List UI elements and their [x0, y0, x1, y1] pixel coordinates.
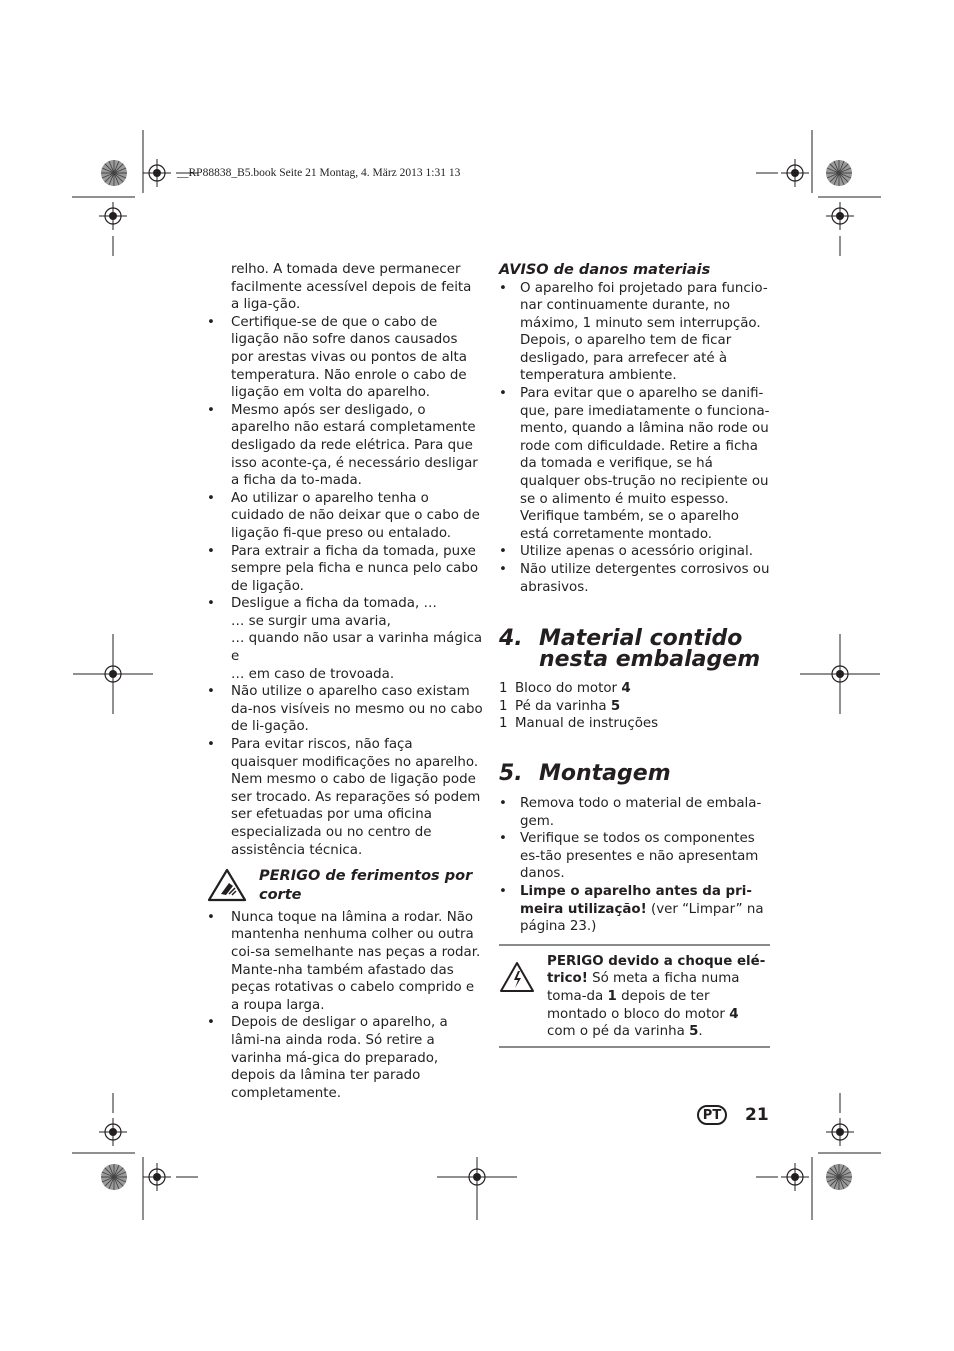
warning-ref: 4: [729, 1006, 739, 1022]
list-item: [499, 680, 771, 698]
warning-ref: 5: [689, 1024, 699, 1040]
assembly-list: [499, 795, 771, 936]
unplug-intro: • Desligue a ficha da tomada, …: [231, 596, 437, 612]
list-item: [499, 715, 771, 733]
warning-ref: 1: [607, 988, 617, 1004]
warning-text-part: com o pé da varinha: [547, 1024, 690, 1040]
section-heading: Montagem: [539, 760, 671, 786]
list-item: • Não utilize detergentes corrosivos ou abrasivos.: [499, 561, 771, 596]
language-badge: PT: [697, 1105, 727, 1125]
electric-shock-icon: [499, 953, 547, 1041]
shock-warning-bold: PERIGO devido a choque elé-trico!: [547, 953, 766, 987]
continuation-text: relho. A tomada deve permanecer facilmente acessível depois de feita a liga-ção.: [231, 262, 472, 313]
item-quantity: 1: [499, 698, 508, 714]
item-ref: 5: [610, 698, 621, 714]
shock-warning-box: [499, 944, 770, 1048]
item-name: Pé da varinha: [515, 698, 611, 714]
list-item: • Não utilize o aparelho caso existam da-nos visíveis no mesmo ou no cabo de li-gação.: [207, 683, 483, 736]
warning-text-part: Só meta a ficha numa toma-da: [547, 971, 740, 1004]
list-item: • Ao utilizar o aparelho tenha o cuidado de não deixar que o cabo de ligação fi-que preso ou entalado.: [207, 490, 483, 543]
page-footer: [697, 1105, 769, 1125]
list-item: • Utilize apenas o acessório original.: [499, 543, 771, 561]
cut-warning-heading: PERIGO de ferimentos por corte: [259, 868, 473, 903]
list-item: • Para extrair a ficha da tomada, puxe sempre pela ficha e nunca pelo cabo de ligação.: [207, 543, 483, 596]
safety-list-c: [207, 909, 483, 1103]
list-item: • Nunca toque na lâmina a rodar. Não mantenha nenhuma colher ou outra coi-sa semelhante nas peças a rodar. Mante-nha também afastado das peças rotativas o cabelo comprido e a roupa larga.: [207, 909, 483, 1015]
clean-first-ref: (ver “Limpar” na página 23.): [520, 901, 764, 935]
left-column: [207, 261, 483, 1102]
section-heading: Material contido nesta embalagem: [539, 626, 761, 673]
list-item: • Para evitar que o aparelho se danifi-que, pare imediatamente o funciona-mento, quando a lâmina não rode ou rode com dificuldade. Retire a ficha da tomada e verifique, se há qualquer obs-trução no recipiente ou se o alimento é muito espesso. Verifique também, se o aparelho está corretamente montado.: [499, 385, 771, 543]
cut-hazard-icon: [207, 867, 259, 908]
list-item: • Depois de desligar o aparelho, a lâmi-na ainda roda. Só retire a varinha má-gica do preparado, depois da lâmina ter parado completamente.: [207, 1014, 483, 1102]
list-item-unplug: [207, 595, 483, 683]
section-number: 5.: [499, 760, 523, 786]
section-5-title: [499, 760, 771, 786]
warning-text-part: .: [698, 1024, 703, 1040]
safety-list-a: [207, 314, 483, 859]
list-item: • Para evitar riscos, não faça quaisquer modificações no aparelho. Nem mesmo o cabo de ligação pode ser trocado. As reparações só podem ser efetuadas por uma oficina especializada ou no centro de assistência técnica.: [207, 736, 483, 859]
list-item: [499, 698, 771, 716]
cut-warning-header: [207, 867, 483, 908]
damage-list: [499, 280, 771, 597]
item-quantity: 1: [499, 681, 508, 697]
item-quantity: 1: [499, 716, 508, 732]
item-name: Bloco do motor: [515, 681, 622, 697]
unplug-case: … em caso de trovoada.: [231, 666, 395, 682]
item-ref: 4: [621, 681, 631, 697]
list-item: • Certifique-se de que o cabo de ligação não sofre danos causados por arestas vivas ou pontos de alta temperatura. Não enrole o cabo de ligação em volta do aparelho.: [207, 314, 483, 402]
shock-warning-text: [547, 953, 770, 1041]
section-4-title: [499, 626, 771, 673]
warning-text-part: depois de ter montado o bloco do motor: [547, 988, 730, 1022]
list-item: • Verifique se todos os componentes es-tão presentes e não apresentam danos.: [499, 830, 771, 883]
damage-warning-heading: AVISO de danos materiais: [499, 262, 711, 278]
list-item: • Mesmo após ser desligado, o aparelho não estará completamente desligado da rede elétrica. Para que isso aconte-ça, é necessário desligar a ficha da to-mada.: [207, 402, 483, 490]
section-number: 4.: [499, 626, 523, 652]
package-contents-list: [499, 680, 771, 733]
page-number: 21: [745, 1105, 769, 1125]
right-column: [499, 261, 771, 1048]
unplug-case: … se surgir uma avaria,: [231, 613, 391, 629]
list-item: • Remova todo o material de embala-gem.: [499, 795, 771, 830]
item-name: Manual de instruções: [515, 716, 659, 732]
list-item: [499, 883, 771, 936]
clean-first-bold: Limpe o aparelho antes da pri-meira utilização!: [520, 883, 752, 917]
unplug-case: … quando não usar a varinha mágica e: [231, 631, 483, 665]
list-item: • O aparelho foi projetado para funcio-nar continuamente durante, no máximo, 1 minuto sem interrupção. Depois, o aparelho tem de ficar desligado, para arrefecer até à temperatura ambiente.: [499, 280, 771, 386]
print-info-line: __RP88838_B5.book Seite 21 Montag, 4. März 2013 1:31 13: [177, 167, 461, 179]
